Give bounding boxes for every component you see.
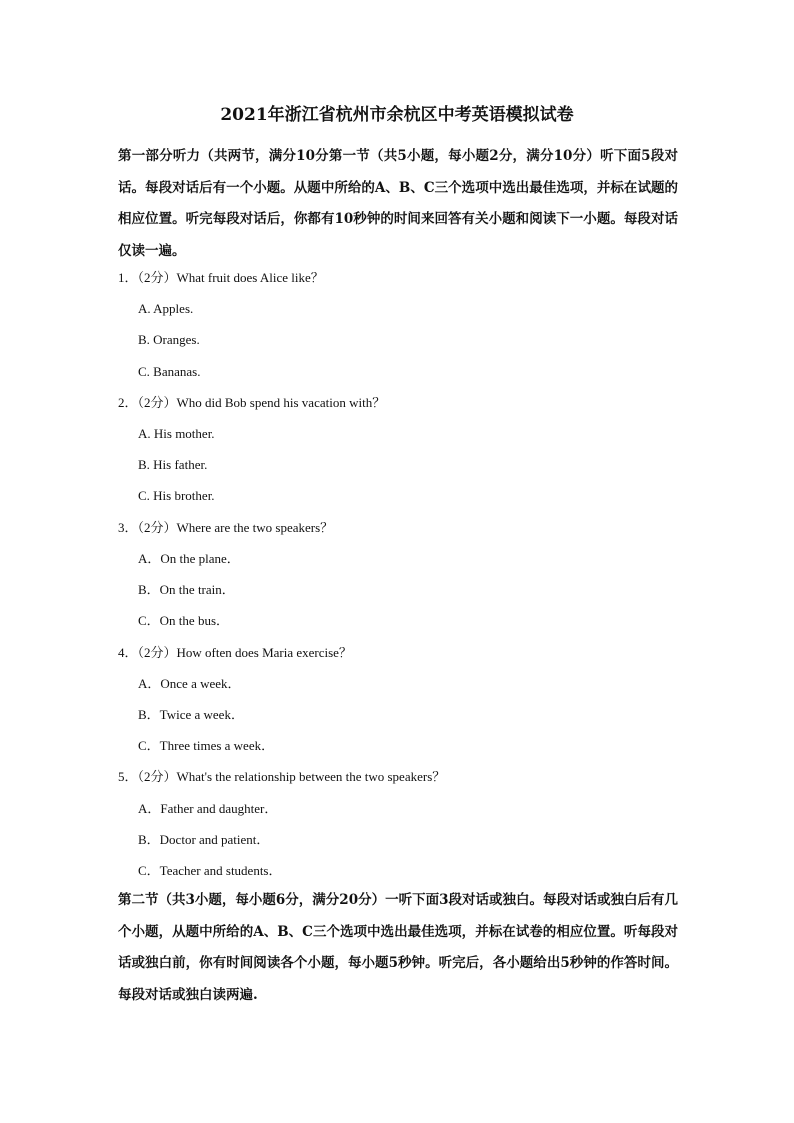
part1-instructions: 第一部分听力（共两节，满分10分第一节（共5小题，每小题2分，满分10分）听下面5段对话。每段对话后有一个小题。从题中所给的A、B、C三个选项中选出最佳选项，并标在试题的相应位置。听完每段对话后，你都有10秒钟的时间来回答有关小题和阅读下一小题。每段对话仅读一遍。 bbox=[118, 148, 678, 259]
question-2-option-b: B. His father. bbox=[138, 457, 208, 472]
question-2-option-a: A. His mother. bbox=[138, 426, 215, 441]
question-3-option-a: A．On the plane． bbox=[138, 551, 240, 566]
question-3-stem: 3．（2分）Where are the two speakers？ bbox=[118, 520, 334, 535]
question-1-option-b: B. Oranges. bbox=[138, 332, 200, 347]
question-2-stem: 2．（2分）Who did Bob spend his vacation with？ bbox=[118, 395, 386, 410]
question-2-option-c: C. His brother. bbox=[138, 488, 215, 503]
question-4-option-b: B．Twice a week． bbox=[138, 707, 244, 722]
section2-instructions: 第二节（共3小题，每小题6分，满分20分）一听下面3段对话或独白。每段对话或独白后有几个小题，从题中所给的A、B、C三个选项中选出最佳选项，并标在试卷的相应位置。听每段对话或独白前，你有时间阅读各个小题，每小题5秒钟。听完后，各小题给出5秒钟的作答时间。每段对话或独白读两遍. bbox=[118, 892, 678, 1003]
question-1-option-a: A. Apples. bbox=[138, 301, 194, 316]
question-5-stem: 5．（2分）What's the relationship between the two speakers？ bbox=[118, 769, 446, 784]
question-5-option-b: B．Doctor and patient． bbox=[138, 832, 270, 847]
question-3-option-b: B．On the train． bbox=[138, 582, 235, 597]
question-4-option-a: A．Once a week． bbox=[138, 676, 241, 691]
exam-title: 2021年浙江省杭州市余杭区中考英语模拟试卷 bbox=[220, 105, 574, 125]
question-3-option-c: C．On the bus． bbox=[138, 613, 230, 628]
question-5-option-c: C．Teacher and students． bbox=[138, 863, 282, 878]
question-1-option-c: C. Bananas. bbox=[138, 364, 201, 379]
question-1-stem: 1．（2分）What fruit does Alice like？ bbox=[118, 270, 324, 285]
question-5-option-a: A．Father and daughter． bbox=[138, 801, 278, 816]
question-4-stem: 4．（2分）How often does Maria exercise？ bbox=[118, 645, 352, 660]
question-4-option-c: C．Three times a week． bbox=[138, 738, 275, 753]
